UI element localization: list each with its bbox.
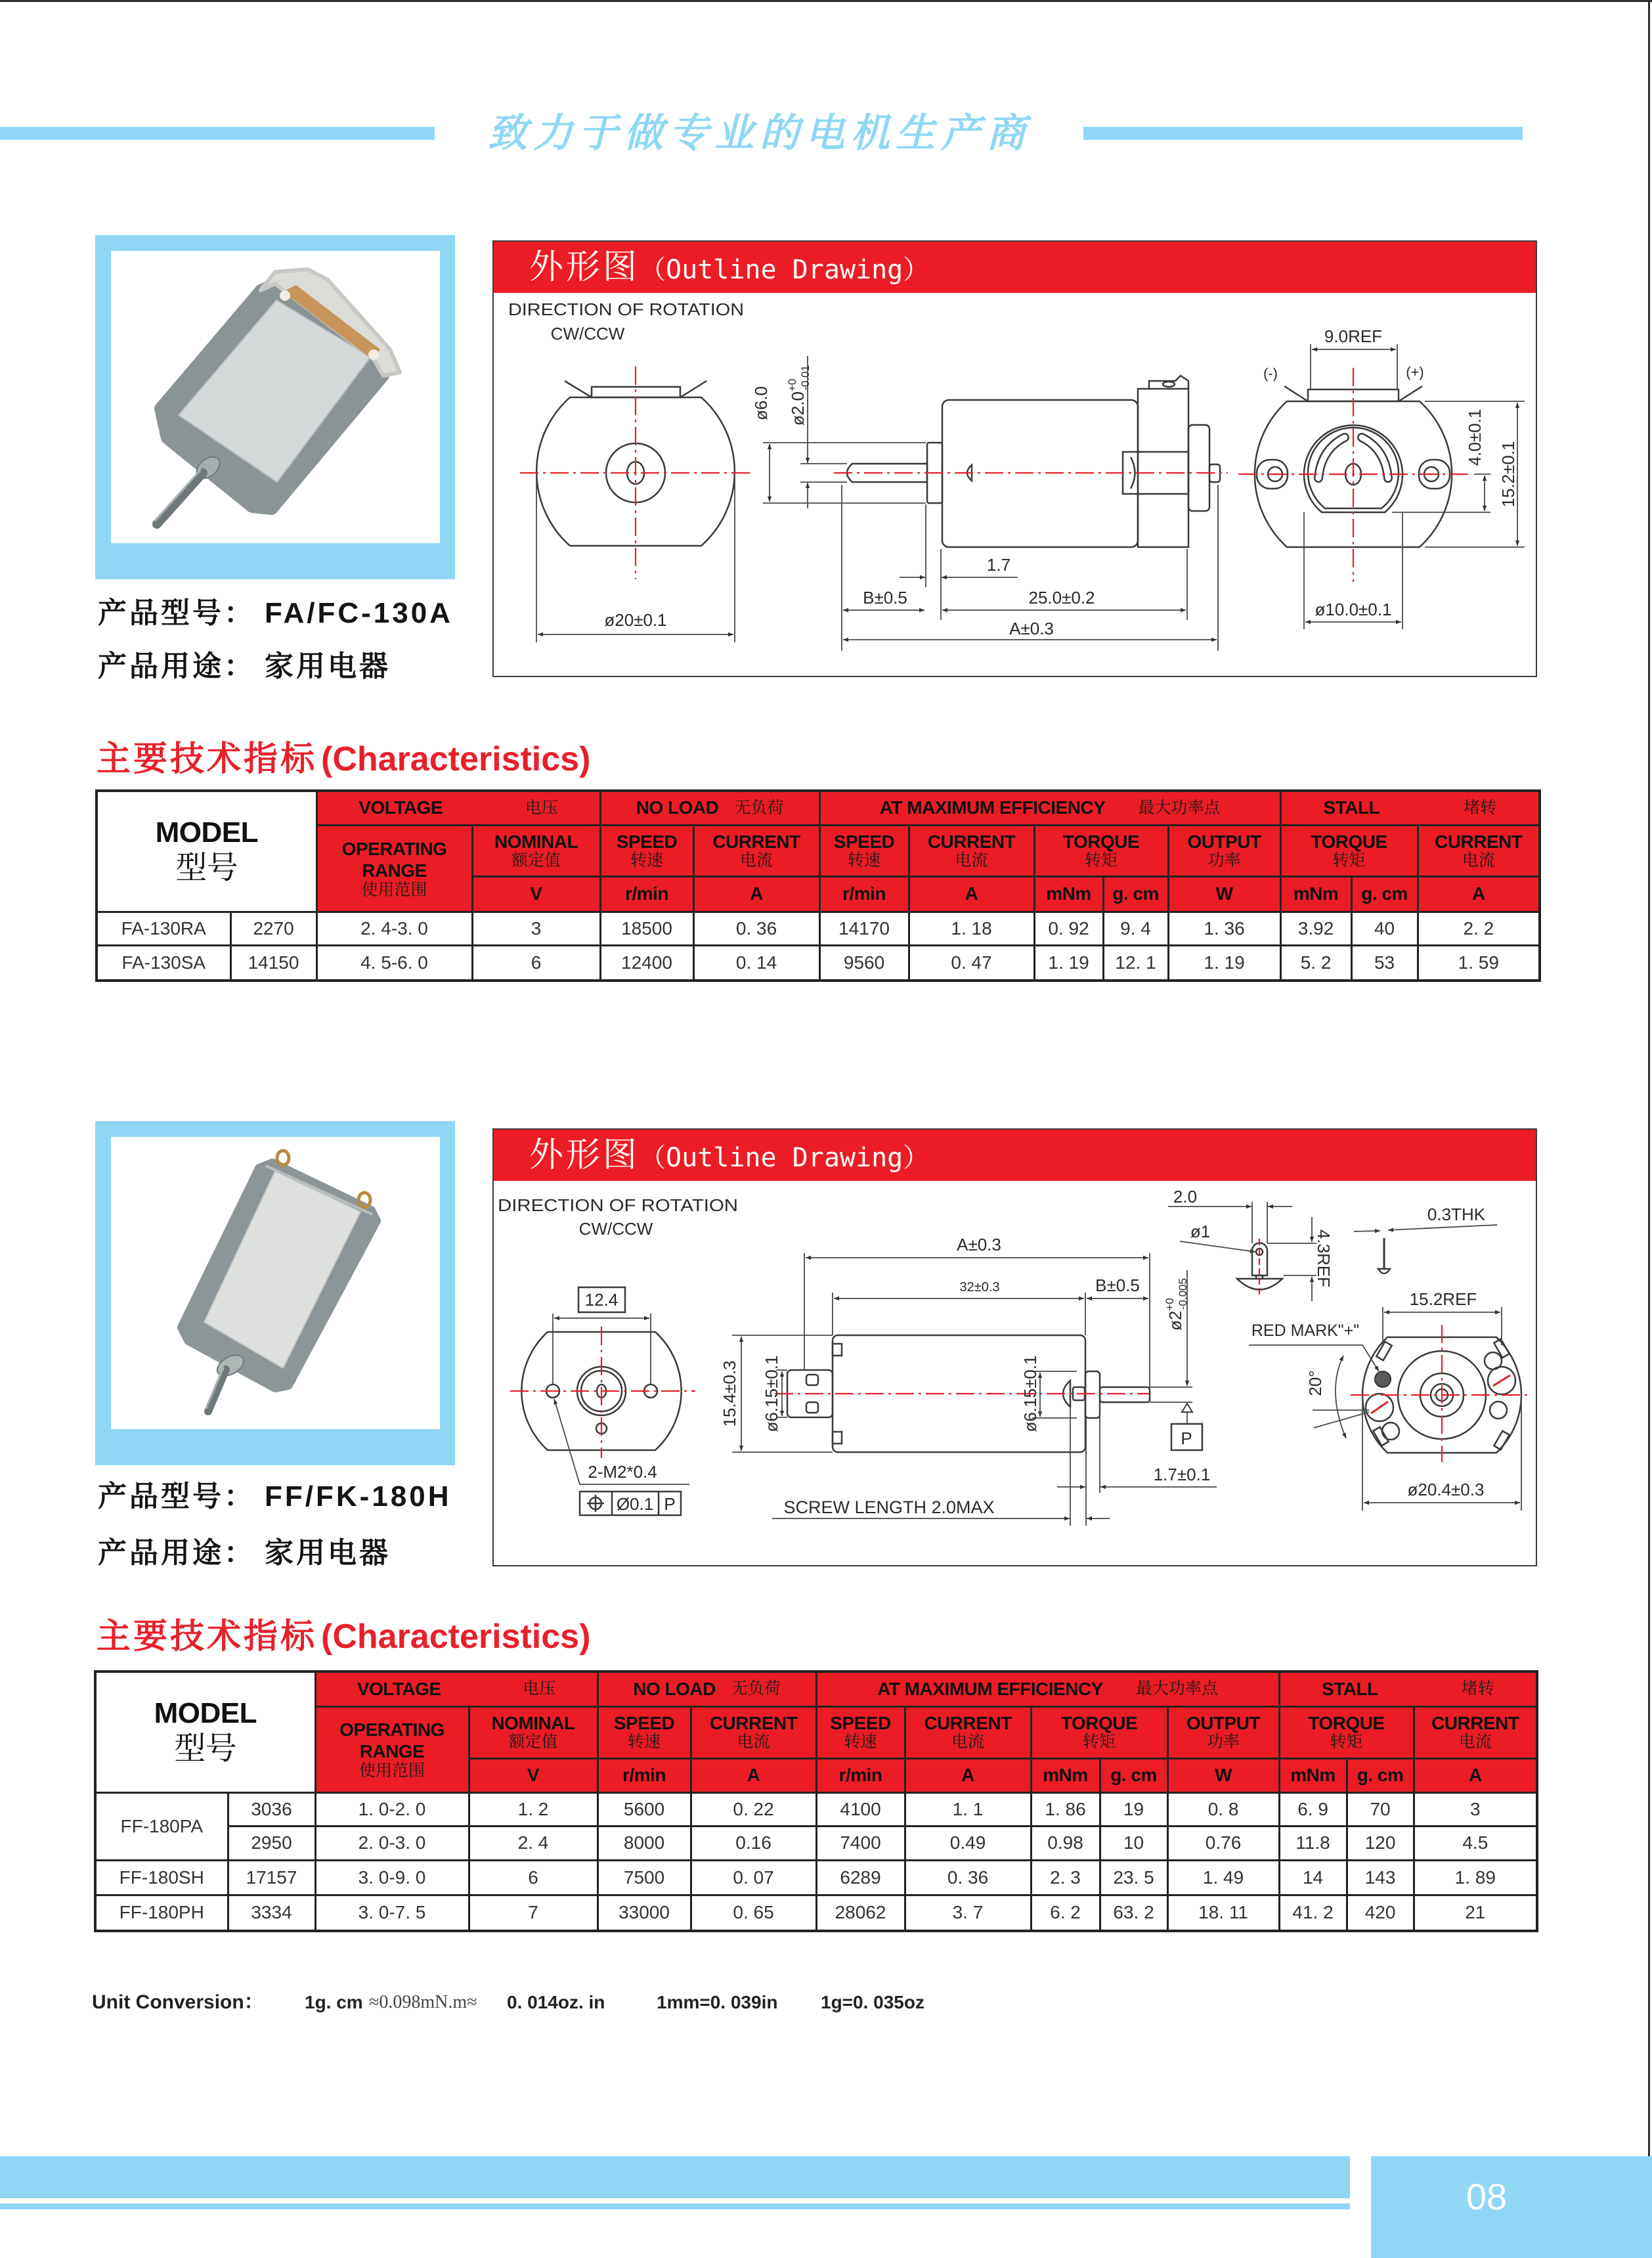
cell-me-speed: 9560: [819, 945, 909, 981]
characteristics-heading: [97, 740, 590, 779]
cell-me-current: 1. 1: [905, 1792, 1031, 1826]
cell-me-torque-gcm: 63. 2: [1100, 1895, 1167, 1931]
cell-me-torque-mnm: 1. 19: [1034, 945, 1103, 981]
red-mark-label: RED MARK"+": [1251, 1321, 1360, 1340]
unit-rpm: r/min: [598, 1758, 691, 1792]
cell-me-torque-mnm: 0.98: [1031, 1826, 1100, 1860]
cell-me-torque-gcm: 23. 5: [1100, 1860, 1167, 1895]
unit-gcm: g. cm: [1103, 876, 1168, 912]
cell-me-current: 3. 7: [905, 1895, 1031, 1931]
cell-nl-current: 0. 36: [693, 912, 819, 945]
cell-me-torque-mnm: 6. 2: [1031, 1895, 1100, 1931]
rear-view: [1249, 1289, 1529, 1511]
cell-stall-torque-mnm: 6. 9: [1279, 1792, 1347, 1826]
position-tolerance-icon: [587, 1495, 604, 1512]
front-view: [510, 1287, 695, 1515]
cell-me-torque-gcm: 12. 1: [1103, 945, 1168, 981]
cell-model: FA-130RA: [97, 912, 230, 945]
product-photo-frame: [95, 235, 455, 579]
terminal-span-dim: 15.2REF: [1409, 1289, 1477, 1309]
bushing-dia-dim: ø6.0: [751, 386, 771, 421]
cell-model: FF-180SH: [95, 1860, 228, 1895]
header-row-groups: [97, 791, 1540, 825]
datum-label: P: [1181, 1428, 1192, 1448]
cell-code: 2270: [230, 912, 316, 945]
cell-me-torque-gcm: 19: [1100, 1792, 1167, 1826]
table-row: [95, 1826, 1537, 1860]
header-nl-current: CURRENT 电流: [693, 825, 819, 876]
unit-rpm: r/min: [600, 876, 693, 912]
rear-angle-dim: 20°: [1305, 1370, 1325, 1396]
product-photo: [111, 1137, 440, 1429]
unit-mnm: mNm: [1031, 1758, 1100, 1792]
screw-length-note: SCREW LENGTH 2.0MAX: [783, 1497, 995, 1517]
product-model-label: [98, 598, 453, 629]
cell-code: 2950: [228, 1826, 315, 1860]
header-me-output: OUTPUT 功率: [1167, 1706, 1279, 1758]
body-len-dim: 25.0±0.2: [1028, 588, 1095, 608]
cell-stall-torque-mnm: 11.8: [1279, 1826, 1347, 1860]
header-max-efficiency: AT MAXIMUM EFFICIENCY 最大功率点: [816, 1671, 1279, 1706]
header-model: MODEL 型号: [95, 1671, 315, 1792]
header-me-current: CURRENT 电流: [905, 1706, 1031, 1758]
cell-me-current: 0.49: [905, 1826, 1031, 1860]
product-photo: [111, 251, 440, 543]
header-max-efficiency: AT MAXIMUM EFFICIENCY 最大功率点: [819, 791, 1280, 825]
characteristics-heading-cn: 主要技术指标: [97, 740, 318, 778]
motor-photo-icon: [111, 1137, 440, 1429]
use-value: 家用电器: [265, 1537, 391, 1569]
dim-a: A±0.3: [957, 1235, 1001, 1254]
cell-stall-current: 1. 59: [1418, 945, 1540, 981]
table-row: [97, 945, 1540, 981]
header-stall: STALL 堵转: [1280, 791, 1540, 825]
cell-stall-torque-mnm: 41. 2: [1279, 1895, 1347, 1931]
side-view: [720, 1235, 1217, 1526]
header-nominal: NOMINAL 额定值: [472, 825, 600, 876]
cell-me-speed: 6289: [816, 1860, 905, 1895]
model-value: FF/FK-180H: [265, 1480, 452, 1513]
header-operating-range: OPERATING RANGE 使用范围: [316, 825, 472, 912]
header-me-torque: TORQUE 转矩: [1031, 1706, 1167, 1758]
cell-model: FF-180PA: [95, 1792, 228, 1860]
drawing-title-en: （Outline Drawing）: [640, 255, 930, 285]
cell-nl-current: 0.16: [691, 1826, 816, 1860]
bushing-len-dim: 1.7: [986, 555, 1011, 575]
cell-model: FA-130SA: [97, 945, 230, 981]
cell-me-output: 0.76: [1167, 1826, 1279, 1860]
unit-conversion-gcm: 1g. cm: [305, 1992, 363, 2012]
cell-nl-speed: 12400: [600, 945, 693, 981]
use-value: 家用电器: [265, 650, 391, 682]
cell-stall-current: 2. 2: [1418, 912, 1540, 945]
rotation-label: DIRECTION OF ROTATION: [498, 1195, 738, 1215]
outline-drawing-panel: [492, 1128, 1537, 1566]
cell-me-torque-mnm: 1. 86: [1031, 1792, 1100, 1826]
cell-me-speed: 28062: [816, 1895, 905, 1931]
cell-stall-torque-gcm: 120: [1347, 1826, 1414, 1860]
cell-code: 14150: [230, 945, 316, 981]
cell-nominal-v: 6: [469, 1860, 598, 1895]
unit-conversion-g: 1g=0. 035oz: [821, 1992, 924, 2012]
cell-nl-speed: 5600: [598, 1792, 691, 1826]
unit-a: A: [909, 876, 1034, 912]
footer-line: [0, 2203, 1350, 2209]
unit-w: W: [1167, 1758, 1279, 1792]
shaft-dia-dim: $ø2^{+0}-0.005$: [1163, 1278, 1189, 1331]
terminal-positive: (+): [1406, 364, 1424, 380]
unit-conversion-mnm: ≈0.098mN.m≈: [369, 1992, 477, 2012]
table-row: [95, 1792, 1537, 1826]
header-stall-current: CURRENT 电流: [1414, 1706, 1537, 1758]
boss-len-dim: 1.7±0.1: [1153, 1465, 1211, 1484]
terminal-negative: (-): [1263, 365, 1278, 382]
unit-mnm: mNm: [1034, 876, 1103, 912]
product-use-label: [98, 652, 391, 682]
product-model-label: [98, 1482, 451, 1512]
dim-b: B±0.5: [863, 588, 907, 608]
cell-nl-speed: 18500: [600, 912, 693, 945]
header-no-load: NO LOAD 无负荷: [598, 1671, 816, 1706]
unit-a: A: [1418, 876, 1540, 912]
rear-boss-dia-dim: ø10.0±0.1: [1315, 600, 1392, 619]
header-nl-speed: SPEED 转速: [598, 1706, 691, 1758]
slogan-bar-left: [0, 127, 435, 140]
drawing-title-cn: 外形图: [529, 248, 640, 286]
footer-bar: [0, 2156, 1350, 2198]
characteristics-heading-en: (Characteristics): [321, 740, 591, 778]
terminal-height-dim: 4.3REF: [1314, 1229, 1334, 1288]
cell-op-range: 2. 0-3. 0: [315, 1826, 469, 1860]
unit-gcm: g. cm: [1347, 1758, 1414, 1792]
rotation-label: DIRECTION OF ROTATION: [508, 299, 744, 319]
body-dia-dim: ø20.4±0.3: [1407, 1480, 1485, 1499]
drawing-title-en: （Outline Drawing）: [640, 1143, 930, 1173]
header-model: MODEL 型号: [97, 791, 316, 912]
cell-stall-torque-mnm: 14: [1279, 1860, 1347, 1895]
characteristics-heading-cn: 主要技术指标: [97, 1618, 318, 1656]
cell-nl-speed: 7500: [598, 1860, 691, 1895]
characteristics-heading: [97, 1617, 590, 1656]
unit-gcm: g. cm: [1351, 876, 1418, 912]
unit-conversion-ozin: 0. 014oz. in: [507, 1992, 605, 2012]
cell-stall-current: 3: [1414, 1792, 1537, 1826]
page-number: 08: [1466, 2176, 1508, 2217]
rear-boss-dia-dim: ø6.15±0.1: [1020, 1355, 1040, 1432]
table-row: [97, 912, 1540, 945]
unit-a: A: [905, 1758, 1031, 1792]
characteristics-heading-en: (Characteristics): [321, 1618, 591, 1656]
terminal-detail: [1168, 1187, 1497, 1301]
header-me-output: OUTPUT 功率: [1168, 825, 1280, 876]
unit-a: A: [691, 1758, 816, 1792]
unit-w: W: [1168, 876, 1280, 912]
header-operating-range: OPERATING RANGE 使用范围: [315, 1706, 469, 1792]
header-voltage: VOLTAGE 电压: [316, 791, 600, 825]
header-voltage: VOLTAGE 电压: [315, 1671, 598, 1706]
use-label-prefix: 产品用途：: [98, 1537, 255, 1569]
cell-nominal-v: 1. 2: [469, 1792, 598, 1826]
dim-b: B±0.5: [1095, 1275, 1140, 1295]
cell-me-current: 0. 47: [909, 945, 1034, 981]
drawing-title-bar: [494, 1130, 1536, 1181]
cell-nominal-v: 7: [469, 1895, 598, 1931]
flat-height-dim: 15.2±0.1: [1498, 441, 1518, 508]
unit-gcm: g. cm: [1100, 1758, 1167, 1792]
rotation-value: CW/CCW: [550, 324, 625, 343]
terminal-hole-dim: ø1: [1190, 1222, 1211, 1241]
body-len-dim: 32±0.3: [959, 1280, 1000, 1295]
fcf-datum: P: [664, 1494, 676, 1514]
table-row: [95, 1895, 1537, 1931]
header-row-groups: [95, 1671, 1537, 1706]
outline-drawing-panel: [492, 240, 1537, 677]
screw-spec: 2-M2*0.4: [588, 1462, 657, 1482]
header-nominal: NOMINAL 额定值: [469, 1706, 598, 1758]
cell-nominal-v: 2. 4: [469, 1826, 598, 1860]
cell-me-output: 1. 36: [1168, 912, 1280, 945]
cell-nl-current: 0. 07: [691, 1860, 816, 1895]
characteristics-table: [95, 789, 1541, 982]
cell-me-torque-mnm: 0. 92: [1034, 912, 1103, 945]
model-label-prefix: 产品型号：: [98, 597, 255, 629]
product-photo-frame: [95, 1121, 455, 1465]
cell-code: 17157: [228, 1860, 315, 1895]
cell-op-range: 3. 0-7. 5: [315, 1895, 469, 1931]
header-nl-current: CURRENT 电流: [691, 1706, 816, 1758]
header-me-speed: SPEED 转速: [819, 825, 909, 876]
cell-code: 3036: [228, 1792, 315, 1826]
cell-stall-current: 4.5: [1414, 1826, 1537, 1860]
cell-op-range: 1. 0-2. 0: [315, 1792, 469, 1826]
cell-me-speed: 4100: [816, 1792, 905, 1826]
product-use-label: [98, 1538, 391, 1568]
terminal-width-dim: 2.0: [1173, 1187, 1198, 1206]
header-me-speed: SPEED 转速: [816, 1706, 905, 1758]
body-height-dim: 15.4±0.3: [720, 1360, 739, 1427]
front-boss-dia-dim: ø6.15±0.1: [762, 1355, 781, 1432]
cell-stall-torque-gcm: 70: [1347, 1792, 1414, 1826]
cell-me-torque-gcm: 10: [1100, 1826, 1167, 1860]
unit-v: V: [472, 876, 600, 912]
cell-op-range: 3. 0-9. 0: [315, 1860, 469, 1895]
cell-me-current: 0. 36: [905, 1860, 1031, 1895]
cell-me-output: 1. 49: [1167, 1860, 1279, 1895]
cell-me-output: 18. 11: [1167, 1895, 1279, 1931]
unit-a: A: [693, 876, 819, 912]
cell-me-speed: 14170: [819, 912, 909, 945]
unit-mnm: mNm: [1279, 1758, 1347, 1792]
cell-stall-torque-gcm: 53: [1351, 945, 1418, 981]
page-border-top: [0, 0, 1652, 2]
table-row: [95, 1860, 1537, 1895]
cell-op-range: 4. 5-6. 0: [316, 945, 472, 981]
fcf-tolerance: Ø0.1: [616, 1494, 654, 1514]
cell-nl-current: 0. 14: [693, 945, 819, 981]
rotation-value: CW/CCW: [578, 1219, 653, 1239]
header-me-current: CURRENT 电流: [909, 825, 1034, 876]
use-label-prefix: 产品用途：: [98, 650, 255, 682]
cell-op-range: 2. 4-3. 0: [316, 912, 472, 945]
cell-code: 3334: [228, 1895, 315, 1931]
boss-offset-dim: 4.0±0.1: [1465, 409, 1485, 466]
header-stall-torque: TORQUE 转矩: [1279, 1706, 1414, 1758]
unit-v: V: [469, 1758, 598, 1792]
side-view: [751, 356, 1228, 651]
unit-conversion-mm: 1mm=0. 039in: [657, 1992, 778, 2012]
outline-drawing: [492, 240, 1537, 677]
header-stall-torque: TORQUE 转矩: [1280, 825, 1418, 876]
page-border-right: [1648, 0, 1650, 2156]
motor-photo-icon: [111, 251, 440, 543]
cell-stall-torque-gcm: 40: [1351, 912, 1418, 945]
header-me-torque: TORQUE 转矩: [1034, 825, 1168, 876]
red-mark-icon: [1375, 1371, 1391, 1387]
cell-me-speed: 7400: [816, 1826, 905, 1860]
cell-stall-torque-mnm: 3.92: [1280, 912, 1351, 945]
cell-me-output: 1. 19: [1168, 945, 1280, 981]
front-dia-dim: ø20±0.1: [604, 610, 667, 630]
outline-drawing: [492, 1128, 1537, 1566]
header-nl-speed: SPEED 转速: [600, 825, 693, 876]
dim-a: A±0.3: [1009, 619, 1054, 638]
slogan-bar-right: [1083, 127, 1523, 140]
drawing-title-bar: [494, 242, 1536, 293]
unit-rpm: r/min: [816, 1758, 905, 1792]
cell-me-torque-gcm: 9. 4: [1103, 912, 1168, 945]
cell-stall-current: 21: [1414, 1895, 1537, 1931]
cell-me-torque-mnm: 2. 3: [1031, 1860, 1100, 1895]
cell-stall-torque-mnm: 5. 2: [1280, 945, 1351, 981]
cell-model: FF-180PH: [95, 1895, 228, 1931]
terminal-ref-dim: 9.0REF: [1324, 326, 1383, 346]
unit-conversion-label: Unit Conversion：: [92, 1991, 264, 2013]
unit-a: A: [1414, 1758, 1537, 1792]
terminal-thickness: 0.3THK: [1427, 1205, 1486, 1224]
cell-nl-speed: 8000: [598, 1826, 691, 1860]
model-value: FA/FC-130A: [265, 597, 453, 629]
cell-nl-current: 0. 65: [691, 1895, 816, 1931]
cell-me-current: 1. 18: [909, 912, 1034, 945]
characteristics-table: [94, 1670, 1538, 1932]
slogan: 致力于做专业的电机生产商: [488, 110, 1032, 156]
header-no-load: NO LOAD 无负荷: [600, 791, 819, 825]
header-stall: STALL 堵转: [1279, 1671, 1537, 1706]
cell-nl-speed: 33000: [598, 1895, 691, 1931]
front-view: [520, 366, 750, 642]
shaft-dia-dim: $ø2.0^{+0}-0.01$: [786, 365, 812, 426]
cell-nominal-v: 3: [472, 912, 600, 945]
cell-stall-current: 1. 89: [1414, 1860, 1537, 1895]
cell-stall-torque-gcm: 420: [1347, 1895, 1414, 1931]
drawing-title-cn: 外形图: [529, 1136, 640, 1174]
cell-nominal-v: 6: [472, 945, 600, 981]
cell-me-output: 0. 8: [1167, 1792, 1279, 1826]
unit-rpm: r/min: [819, 876, 909, 912]
cell-stall-torque-gcm: 143: [1347, 1860, 1414, 1895]
rear-view: [1238, 326, 1525, 629]
hole-spacing-dim: 12.4: [584, 1290, 619, 1310]
unit-mnm: mNm: [1280, 876, 1351, 912]
model-label-prefix: 产品型号：: [98, 1480, 255, 1513]
feature-control-frame: [580, 1492, 681, 1515]
header-stall-current: CURRENT 电流: [1418, 825, 1540, 876]
cell-nl-current: 0. 22: [691, 1792, 816, 1826]
